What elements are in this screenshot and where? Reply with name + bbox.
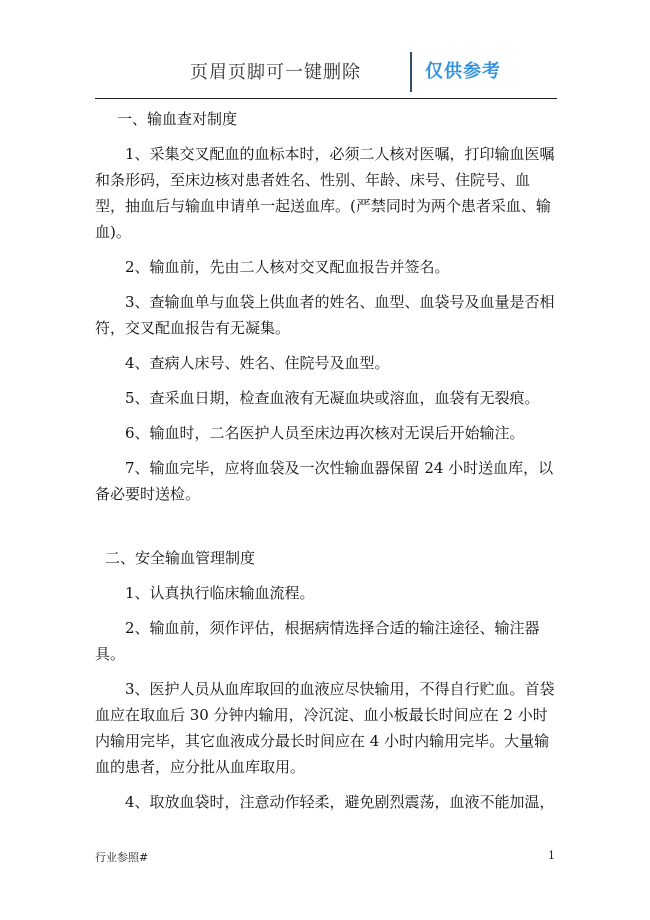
paragraph: 6、输血时，二名医护人员至床边再次核对无误后开始输注。 [125, 424, 525, 442]
section-title: 二、安全输血管理制度 [105, 549, 256, 567]
section-safe-transfusion [95, 545, 557, 815]
section-spacer [95, 507, 557, 545]
paragraph: 4、查病人床号、姓名、住院号及血型。 [125, 354, 390, 372]
paragraph: 1、认真执行临床输血流程。 [125, 584, 315, 602]
document-body [95, 100, 557, 815]
header-right-text: 仅供参考 [425, 61, 501, 82]
page-number: 1 [548, 849, 555, 862]
paragraph: 4、取放血袋时，注意动作轻柔，避免剧烈震荡，血液不能加温， [125, 793, 555, 811]
header-divider [410, 52, 412, 92]
paragraph: 3、医护人员从血库取回的血液应尽快输用，不得自行贮血。首袋血应在取血后 30 分钟内输用，冷沉淀、血小板最长时间应在 2 小时内输用完毕，其它血液成分最长时间应在 4 小时内输用完毕。大量输血的患者，应分批从血库取用。 [95, 680, 555, 776]
section-title: 一、输血查对制度 [117, 110, 238, 128]
paragraph: 1、采集交叉配血的血标本时，必须二人核对医嘱，打印输血医嘱和条形码，至床边核对患者姓名、性别、年龄、床号、住院号、血型，抽血后与输血申请单一起送血库。(严禁同时为两个患者采血、输血)。 [95, 145, 555, 241]
page-header [0, 0, 650, 100]
section-transfusion-check [95, 106, 557, 507]
header-rule [95, 98, 557, 99]
header-left-text: 页眉页脚可一键删除 [190, 62, 361, 83]
paragraph: 7、输血完毕，应将血袋及一次性输血器保留 24 小时送血库，以备必要时送检。 [95, 459, 554, 503]
paragraph: 5、查采血日期，检查血液有无凝血块或溶血，血袋有无裂痕。 [125, 389, 540, 407]
footer-left-text: 行业参照# [95, 851, 149, 864]
paragraph: 3、查输血单与血袋上供血者的姓名、血型、血袋号及血量是否相符，交叉配血报告有无凝集。 [95, 293, 555, 337]
paragraph: 2、输血前，须作评估，根据病情选择合适的输注途径、输注器具。 [95, 619, 540, 663]
paragraph: 2、输血前，先由二人核对交叉配血报告并签名。 [125, 258, 450, 276]
